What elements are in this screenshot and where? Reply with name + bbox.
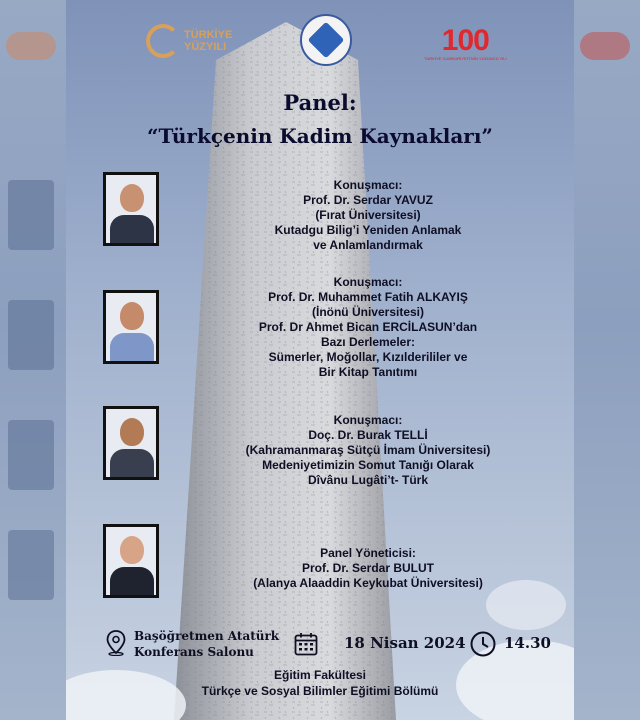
blurred-photo — [8, 530, 54, 600]
turkiye-yuzyili-text — [184, 29, 232, 53]
panel-title: “Türkçenin Kadim Kaynakları” — [147, 124, 493, 148]
speaker-photo — [103, 290, 159, 364]
speaker-block — [158, 275, 574, 380]
speaker-topic: Sümerler, Moğollar, Kızılderililer ve — [268, 350, 468, 364]
speaker-role: Konuşmacı: — [333, 178, 403, 192]
speaker-affiliation: (İnönü Üniversitesi) — [311, 305, 424, 319]
speaker-role: Konuşmacı: — [333, 275, 403, 289]
speaker-topic: ve Anlamlandırmak — [313, 238, 423, 252]
crescent-icon — [146, 24, 180, 58]
speaker-block — [158, 178, 574, 253]
speaker-topic: Medeniyetimizin Somut Tanığı Olarak — [262, 458, 474, 472]
logo-text-line: YÜZYILI — [184, 41, 227, 53]
speaker-photo — [103, 406, 159, 480]
calendar-icon — [294, 632, 318, 656]
moderator-role: Panel Yöneticisi: — [320, 546, 416, 560]
blurred-side-left — [0, 0, 66, 720]
university-emblem — [300, 14, 352, 66]
speaker-block — [158, 413, 574, 488]
speaker-affiliation: (Kahramanmaraş Sütçü İmam Üniversitesi) — [245, 443, 491, 457]
organizer — [66, 667, 574, 699]
location-line: Konferans Salonu — [134, 645, 254, 659]
blurred-photo — [8, 180, 54, 250]
event-details — [66, 628, 574, 660]
department-name: Türkçe ve Sosyal Bilimler Eğitimi Bölümü — [201, 684, 439, 698]
turkiye-yuzyili-logo — [146, 24, 232, 58]
event-location — [134, 628, 279, 660]
speaker-topic: Dîvânu Lugâti’t- Türk — [308, 473, 428, 487]
blurred-photo — [8, 300, 54, 370]
speaker-photo — [103, 524, 159, 598]
blurred-logo — [6, 32, 56, 60]
event-date: 18 Nisan 2024 — [344, 634, 466, 652]
poster — [66, 0, 574, 720]
logo-text-line: TÜRKİYE — [184, 29, 233, 41]
speaker-name: Doç. Dr. Burak TELLİ — [308, 428, 428, 442]
speaker-affiliation: (Fırat Üniversitesi) — [315, 208, 421, 222]
blurred-logo — [580, 32, 630, 60]
event-time: 14.30 — [504, 634, 551, 652]
location-line: Başöğretmen Atatürk — [134, 629, 280, 643]
centennial-logo — [424, 26, 507, 61]
centennial-caption: TÜRKİYE CUMHURİYETİ'NİN YÜZÜNCÜ YILI — [424, 56, 507, 61]
moderator-block — [158, 546, 574, 591]
speaker-topic: Kutadgu Bilig’i Yeniden Anlamak — [274, 223, 462, 237]
speaker-topic: Bazı Derlemeler: — [320, 335, 416, 349]
speaker-topic: Bir Kitap Tanıtımı — [318, 365, 418, 379]
panel-label: Panel: — [283, 90, 357, 115]
speaker-name: Prof. Dr. Muhammet Fatih ALKAYIŞ — [268, 290, 468, 304]
faculty-name: Eğitim Fakültesi — [273, 668, 367, 682]
clock-icon — [470, 631, 496, 657]
moderator-name: Prof. Dr. Serdar BULUT — [301, 561, 435, 575]
moderator-affiliation: (Alanya Alaaddin Keykubat Üniversitesi) — [253, 576, 483, 590]
centennial-number: 100 — [441, 24, 489, 57]
speaker-topic: Prof. Dr Ahmet Bican ERCİLASUN’dan — [258, 320, 478, 334]
location-pin-icon — [106, 630, 126, 656]
speaker-name: Prof. Dr. Serdar YAVUZ — [303, 193, 433, 207]
emblem-icon — [308, 22, 345, 59]
speaker-photo — [103, 172, 159, 246]
speaker-role: Konuşmacı: — [333, 413, 403, 427]
blurred-photo — [8, 420, 54, 490]
blurred-side-right — [574, 0, 640, 720]
